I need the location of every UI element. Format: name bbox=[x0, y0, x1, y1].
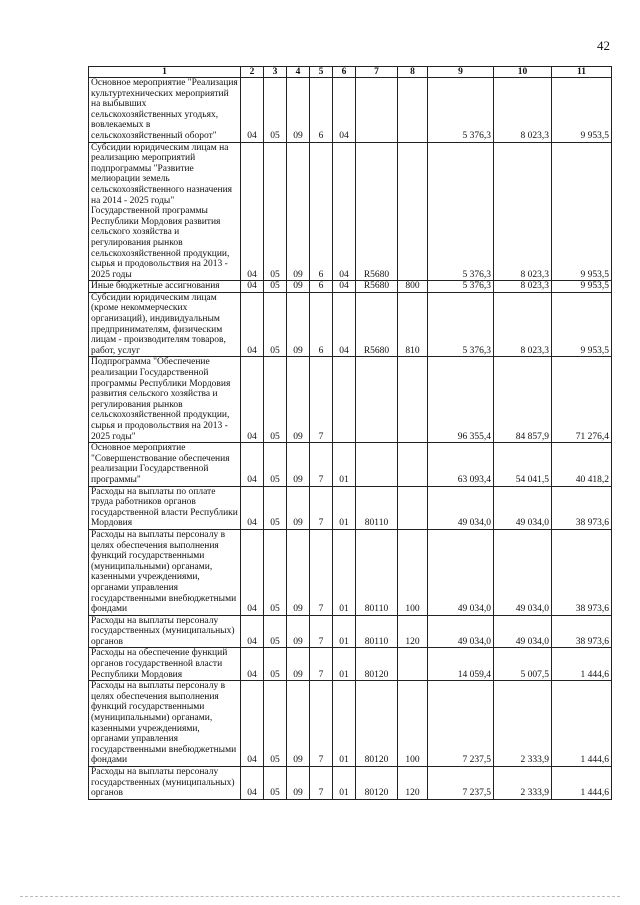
cell-c3: 05 bbox=[264, 281, 287, 293]
cell-c9: 96 355,4 bbox=[428, 357, 494, 443]
cell-c5: 6 bbox=[310, 281, 333, 293]
cell-c9: 49 034,0 bbox=[428, 529, 494, 615]
cell-c5: 6 bbox=[310, 78, 333, 143]
cell-c3: 05 bbox=[264, 529, 287, 615]
cell-c7 bbox=[356, 78, 398, 143]
cell-c2: 04 bbox=[241, 529, 264, 615]
table-row bbox=[89, 529, 612, 615]
cell-c5: 6 bbox=[310, 292, 333, 357]
cell-c7: 80110 bbox=[356, 486, 398, 529]
cell-c3: 05 bbox=[264, 486, 287, 529]
row-name-cell: Субсидии юридическим лицам на реализацию мероприятий подпрограммы "Развитие мелиорации земель сельскохозяйственного назначения на 2014 - 2025 годы" Государственной программы Республики Мордовия развития сельского хозяйства и регулирования рынков сельскохозяйственной продукции, сырья и продовольствия на 2013 - 2025 годы bbox=[89, 142, 241, 281]
cell-c2: 04 bbox=[241, 78, 264, 143]
table-row bbox=[89, 767, 612, 800]
row-name-cell: Расходы на выплаты персоналу в целях обеспечения выполнения функций государственными (муниципальными) органами, казенными учреждениями, органами управления государственными внебюджетными фондами bbox=[89, 681, 241, 767]
cell-c3: 05 bbox=[264, 615, 287, 648]
cell-c6: 01 bbox=[333, 529, 356, 615]
cell-c5: 7 bbox=[310, 529, 333, 615]
cell-c8: 810 bbox=[398, 292, 428, 357]
table-row bbox=[89, 486, 612, 529]
cell-c10: 8 023,3 bbox=[494, 281, 552, 293]
cell-c11: 40 418,2 bbox=[552, 443, 612, 486]
cell-c7: 80120 bbox=[356, 681, 398, 767]
column-header: 3 bbox=[264, 67, 287, 78]
cell-c9: 7 237,5 bbox=[428, 767, 494, 800]
cell-c3: 05 bbox=[264, 681, 287, 767]
cell-c10: 8 023,3 bbox=[494, 292, 552, 357]
cell-c8 bbox=[398, 648, 428, 681]
cell-c10: 49 034,0 bbox=[494, 615, 552, 648]
cell-c2: 04 bbox=[241, 767, 264, 800]
cell-c6: 01 bbox=[333, 443, 356, 486]
cell-c9: 5 376,3 bbox=[428, 292, 494, 357]
cell-c11: 9 953,5 bbox=[552, 78, 612, 143]
cell-c11: 38 973,6 bbox=[552, 529, 612, 615]
cell-c10: 2 333,9 bbox=[494, 767, 552, 800]
cell-c11: 9 953,5 bbox=[552, 292, 612, 357]
column-header: 5 bbox=[310, 67, 333, 78]
cell-c6: 04 bbox=[333, 78, 356, 143]
column-header: 6 bbox=[333, 67, 356, 78]
cell-c7: R5680 bbox=[356, 281, 398, 293]
cell-c2: 04 bbox=[241, 357, 264, 443]
cell-c9: 14 059,4 bbox=[428, 648, 494, 681]
column-header: 8 bbox=[398, 67, 428, 78]
cell-c2: 04 bbox=[241, 681, 264, 767]
cell-c10: 49 034,0 bbox=[494, 529, 552, 615]
row-name-cell: Основное мероприятие "Совершенствование обеспечения реализации Государственной программы" bbox=[89, 443, 241, 486]
cell-c6: 04 bbox=[333, 142, 356, 281]
cell-c7: 80120 bbox=[356, 648, 398, 681]
cell-c3: 05 bbox=[264, 648, 287, 681]
cell-c11: 38 973,6 bbox=[552, 486, 612, 529]
cell-c11: 9 953,5 bbox=[552, 281, 612, 293]
cell-c8: 120 bbox=[398, 615, 428, 648]
cell-c3: 05 bbox=[264, 78, 287, 143]
row-name-cell: Подпрограмма "Обеспечение реализации Государственной программы Республики Мордовия развития сельского хозяйства и регулирования рынков сельскохозяйственной продукции, сырья и продовольствия на 2013 - 2025 годы" bbox=[89, 357, 241, 443]
cell-c4: 09 bbox=[287, 292, 310, 357]
cell-c5: 7 bbox=[310, 615, 333, 648]
cell-c2: 04 bbox=[241, 142, 264, 281]
cell-c7: 80120 bbox=[356, 767, 398, 800]
cell-c4: 09 bbox=[287, 681, 310, 767]
cell-c11: 9 953,5 bbox=[552, 142, 612, 281]
column-header: 11 bbox=[552, 67, 612, 78]
table-row bbox=[89, 281, 612, 293]
cell-c7: 80110 bbox=[356, 529, 398, 615]
table-row bbox=[89, 615, 612, 648]
cell-c11: 1 444,6 bbox=[552, 648, 612, 681]
cell-c9: 5 376,3 bbox=[428, 281, 494, 293]
cell-c4: 09 bbox=[287, 648, 310, 681]
cell-c10: 54 041,5 bbox=[494, 443, 552, 486]
cell-c11: 1 444,6 bbox=[552, 767, 612, 800]
cell-c3: 05 bbox=[264, 443, 287, 486]
cell-c7: R5680 bbox=[356, 142, 398, 281]
table-row bbox=[89, 648, 612, 681]
row-name-cell: Расходы на выплаты персоналу государственных (муниципальных) органов bbox=[89, 615, 241, 648]
cell-c8 bbox=[398, 486, 428, 529]
cell-c11: 1 444,6 bbox=[552, 681, 612, 767]
cell-c2: 04 bbox=[241, 281, 264, 293]
cell-c4: 09 bbox=[287, 443, 310, 486]
cell-c3: 05 bbox=[264, 142, 287, 281]
cell-c11: 38 973,6 bbox=[552, 615, 612, 648]
cell-c4: 09 bbox=[287, 281, 310, 293]
cell-c6: 01 bbox=[333, 615, 356, 648]
table-body bbox=[89, 78, 612, 800]
cell-c9: 5 376,3 bbox=[428, 78, 494, 143]
row-name-cell: Иные бюджетные ассигнования bbox=[89, 281, 241, 293]
table-row bbox=[89, 78, 612, 143]
column-header: 9 bbox=[428, 67, 494, 78]
cell-c10: 5 007,5 bbox=[494, 648, 552, 681]
cell-c7: R5680 bbox=[356, 292, 398, 357]
column-header: 4 bbox=[287, 67, 310, 78]
cell-c4: 09 bbox=[287, 357, 310, 443]
cell-c3: 05 bbox=[264, 767, 287, 800]
cell-c10: 84 857,9 bbox=[494, 357, 552, 443]
cell-c7 bbox=[356, 357, 398, 443]
row-name-cell: Расходы на выплаты персоналу государственных (муниципальных) органов bbox=[89, 767, 241, 800]
row-name-cell: Субсидии юридическим лицам (кроме некоммерческих организаций), индивидуальным предпринимателям, физическим лицам - производителям товаров, работ, услуг bbox=[89, 292, 241, 357]
column-header: 1 bbox=[89, 67, 241, 78]
cell-c8 bbox=[398, 443, 428, 486]
cell-c3: 05 bbox=[264, 292, 287, 357]
cell-c9: 7 237,5 bbox=[428, 681, 494, 767]
cell-c10: 49 034,0 bbox=[494, 486, 552, 529]
page-number: 42 bbox=[597, 38, 610, 53]
cell-c9: 5 376,3 bbox=[428, 142, 494, 281]
table-row bbox=[89, 681, 612, 767]
scan-bottom-edge bbox=[20, 896, 620, 897]
cell-c6: 04 bbox=[333, 281, 356, 293]
cell-c7: 80110 bbox=[356, 615, 398, 648]
cell-c5: 7 bbox=[310, 681, 333, 767]
table-header-row bbox=[89, 67, 612, 78]
cell-c5: 6 bbox=[310, 142, 333, 281]
cell-c8: 100 bbox=[398, 529, 428, 615]
cell-c9: 63 093,4 bbox=[428, 443, 494, 486]
cell-c2: 04 bbox=[241, 443, 264, 486]
cell-c8 bbox=[398, 78, 428, 143]
cell-c3: 05 bbox=[264, 357, 287, 443]
cell-c5: 7 bbox=[310, 767, 333, 800]
cell-c8: 120 bbox=[398, 767, 428, 800]
cell-c4: 09 bbox=[287, 615, 310, 648]
cell-c6 bbox=[333, 357, 356, 443]
table-row bbox=[89, 142, 612, 281]
cell-c6: 01 bbox=[333, 648, 356, 681]
cell-c4: 09 bbox=[287, 78, 310, 143]
budget-table bbox=[88, 66, 612, 800]
cell-c6: 01 bbox=[333, 486, 356, 529]
cell-c7 bbox=[356, 443, 398, 486]
cell-c10: 8 023,3 bbox=[494, 142, 552, 281]
cell-c4: 09 bbox=[287, 529, 310, 615]
row-name-cell: Основное мероприятие "Реализация культуртехнических мероприятий на выбывших сельскохозяйственных угодьях, вовлекаемых в сельскохозяйственный оборот" bbox=[89, 78, 241, 143]
cell-c5: 7 bbox=[310, 648, 333, 681]
column-header: 7 bbox=[356, 67, 398, 78]
cell-c8 bbox=[398, 142, 428, 281]
cell-c8: 100 bbox=[398, 681, 428, 767]
cell-c10: 8 023,3 bbox=[494, 78, 552, 143]
cell-c2: 04 bbox=[241, 648, 264, 681]
cell-c9: 49 034,0 bbox=[428, 615, 494, 648]
cell-c2: 04 bbox=[241, 486, 264, 529]
cell-c4: 09 bbox=[287, 767, 310, 800]
cell-c6: 01 bbox=[333, 681, 356, 767]
cell-c5: 7 bbox=[310, 357, 333, 443]
row-name-cell: Расходы на выплаты персоналу в целях обеспечения выполнения функций государственными (муниципальными) органами, казенными учреждениями, органами управления государственными внебюджетными фондами bbox=[89, 529, 241, 615]
cell-c5: 7 bbox=[310, 486, 333, 529]
cell-c8: 800 bbox=[398, 281, 428, 293]
cell-c5: 7 bbox=[310, 443, 333, 486]
cell-c2: 04 bbox=[241, 292, 264, 357]
cell-c11: 71 276,4 bbox=[552, 357, 612, 443]
row-name-cell: Расходы на обеспечение функций органов государственной власти Республики Мордовия bbox=[89, 648, 241, 681]
cell-c8 bbox=[398, 357, 428, 443]
cell-c4: 09 bbox=[287, 142, 310, 281]
column-header: 10 bbox=[494, 67, 552, 78]
table-row bbox=[89, 443, 612, 486]
row-name-cell: Расходы на выплаты по оплате труда работников органов государственной власти Республики Мордовия bbox=[89, 486, 241, 529]
cell-c6: 01 bbox=[333, 767, 356, 800]
cell-c9: 49 034,0 bbox=[428, 486, 494, 529]
table-row bbox=[89, 292, 612, 357]
column-header: 2 bbox=[241, 67, 264, 78]
table-row bbox=[89, 357, 612, 443]
cell-c4: 09 bbox=[287, 486, 310, 529]
cell-c10: 2 333,9 bbox=[494, 681, 552, 767]
cell-c6: 04 bbox=[333, 292, 356, 357]
cell-c2: 04 bbox=[241, 615, 264, 648]
